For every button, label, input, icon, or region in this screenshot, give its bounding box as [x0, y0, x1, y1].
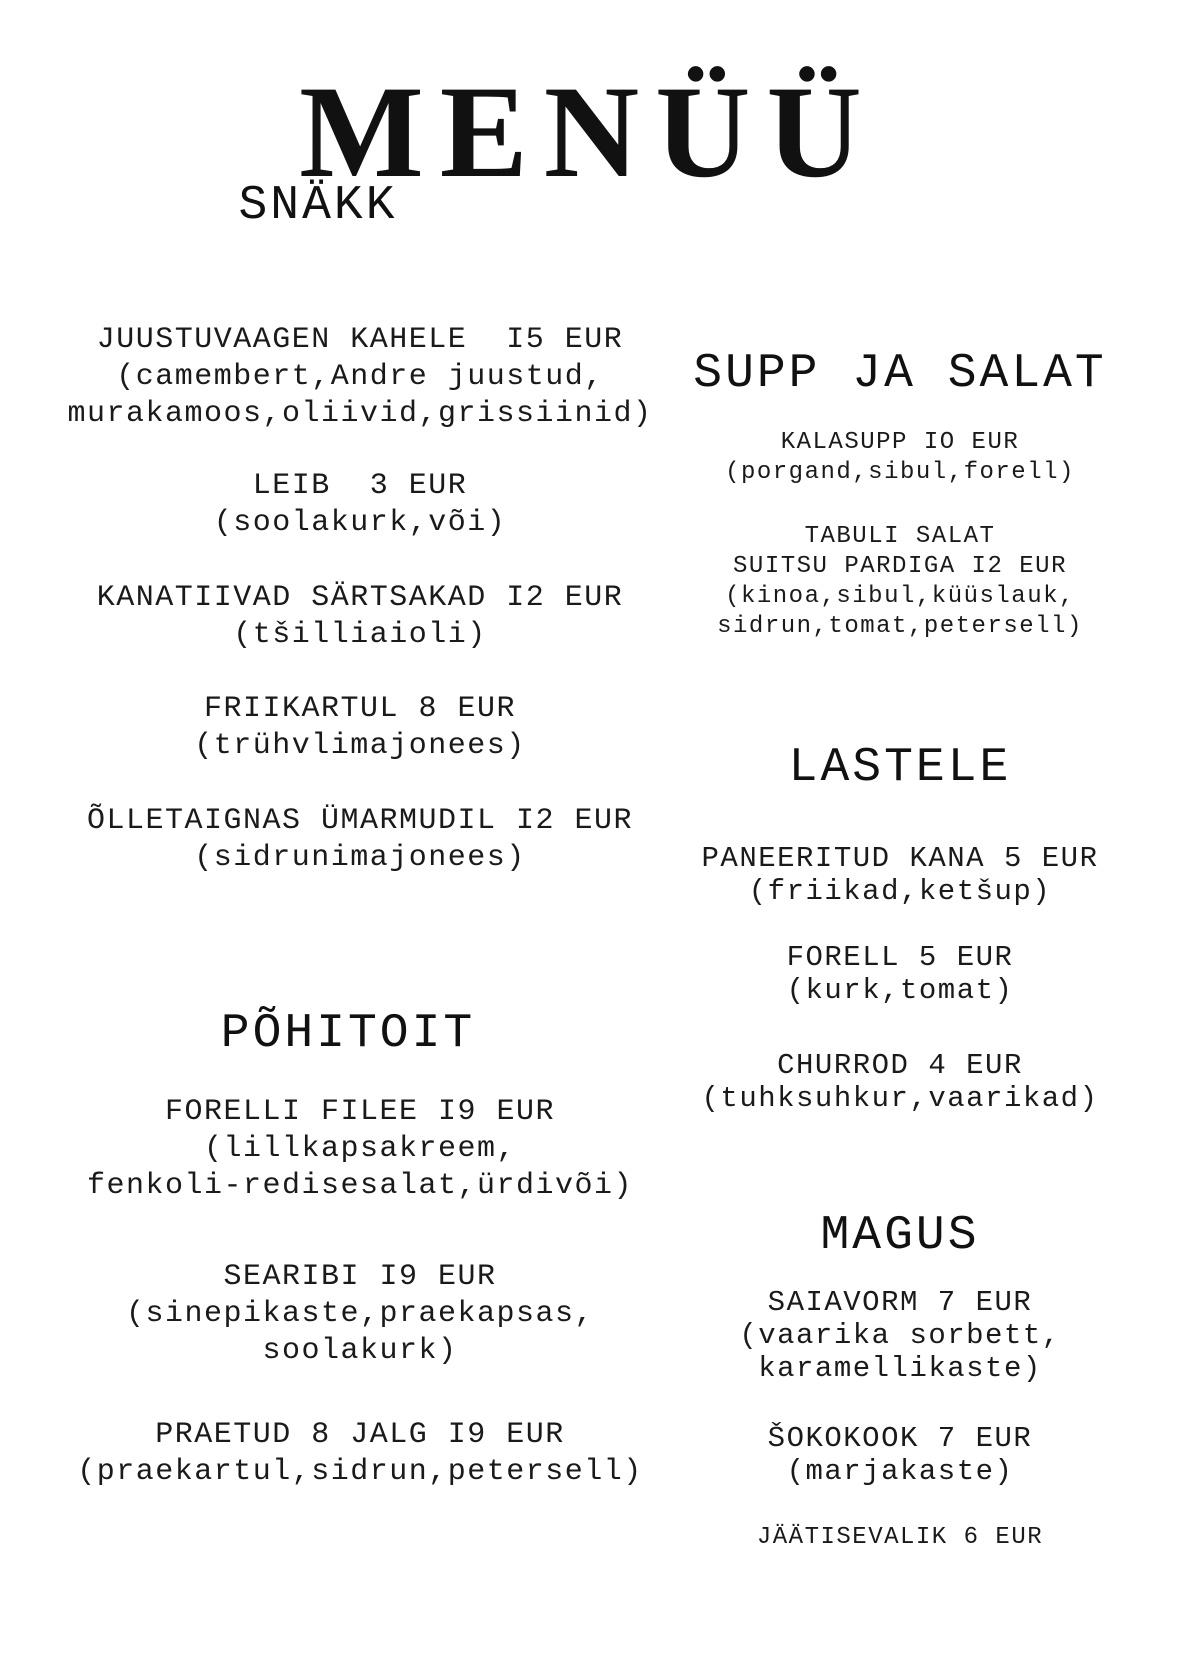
- menu-item-jaatisevalik: [660, 1523, 1140, 1553]
- menu-item-tabuli-salat: [660, 522, 1140, 642]
- item-description: (kinoa,sibul,küüslauk,: [725, 583, 1075, 610]
- section-heading-pohitoit: PÕHITOIT: [220, 1007, 476, 1061]
- item-description: (praekartul,sidrun,petersell): [77, 1455, 643, 1489]
- section-heading-magus: MAGUS: [820, 1209, 980, 1263]
- menu-item-churrod: [660, 1049, 1140, 1115]
- item-name: FRIIKARTUL 8 EUR: [203, 692, 517, 726]
- item-name: LEIB 3 EUR: [252, 469, 468, 503]
- item-name: ÕLLETAIGNAS ÜMARMUDIL I2 EUR: [86, 804, 634, 838]
- item-description: (sinepikaste,praekapsas,: [125, 1297, 595, 1331]
- item-description: (porgand,sibul,forell): [725, 459, 1075, 486]
- item-description: sidrun,tomat,petersell): [717, 613, 1083, 640]
- menu-item-kanatiivad: [40, 580, 680, 654]
- item-description: (tuhksuhkur,vaarikad): [701, 1082, 1099, 1115]
- item-name: FORELL 5 EUR: [786, 941, 1014, 974]
- item-name: PANEERITUD KANA 5 EUR: [701, 842, 1099, 875]
- item-description: (soolakurk,või): [213, 506, 507, 540]
- item-description: karamellikaste): [758, 1352, 1042, 1385]
- item-name: CHURROD 4 EUR: [777, 1049, 1023, 1082]
- menu-item-juustuvaagen: [40, 322, 680, 433]
- item-description: (lillkapsakreem,: [203, 1132, 517, 1166]
- menu-item-friikartul: [40, 691, 680, 765]
- item-description: murakamoos,oliivid,grissiinid): [67, 397, 653, 431]
- item-name: TABULI SALAT: [804, 523, 996, 550]
- item-description: (vaarika sorbett,: [739, 1319, 1061, 1352]
- item-name: FORELLI FILEE I9 EUR: [164, 1095, 556, 1129]
- menu-item-praetud-jalg: [40, 1417, 680, 1491]
- item-description: soolakurk): [262, 1334, 458, 1368]
- item-description: (camembert,Andre juustud,: [116, 360, 604, 394]
- menu-item-paneeritud-kana: [660, 842, 1140, 908]
- menu-title: MENÜÜ: [299, 58, 878, 205]
- item-description: (marjakaste): [786, 1455, 1014, 1488]
- item-description: (friikad,ketšup): [748, 875, 1052, 908]
- section-heading-snakk: SNÄKK: [238, 179, 398, 233]
- menu-item-umarmudil: [40, 803, 680, 877]
- menu-item-leib: [40, 468, 680, 542]
- menu-item-sokokook: [660, 1422, 1140, 1488]
- item-name: SUITSU PARDIGA I2 EUR: [733, 553, 1067, 580]
- item-name: JUUSTUVAAGEN KAHELE I5 EUR: [96, 323, 624, 357]
- menu-item-saiavorm: [660, 1286, 1140, 1385]
- item-name: ŠOKOKOOK 7 EUR: [767, 1422, 1033, 1455]
- menu-item-forelli-filee: [40, 1094, 680, 1205]
- menu-item-searibi: [40, 1259, 680, 1370]
- item-name: KANATIIVAD SÄRTSAKAD I2 EUR: [96, 581, 624, 615]
- item-name: SAIAVORM 7 EUR: [767, 1286, 1033, 1319]
- item-description: (trühvlimajonees): [194, 729, 526, 763]
- item-name: PRAETUD 8 JALG I9 EUR: [155, 1418, 565, 1452]
- menu-item-kalasupp: [660, 428, 1140, 488]
- item-name: SEARIBI I9 EUR: [223, 1260, 497, 1294]
- item-name: JÄÄTISEVALIK 6 EUR: [756, 1524, 1044, 1551]
- item-description: (kurk,tomat): [786, 974, 1014, 1007]
- section-heading-supp-ja-salat: SUPP JA SALAT: [693, 347, 1107, 401]
- item-description: fenkoli-redisesalat,ürdivõi): [86, 1169, 634, 1203]
- section-heading-lastele: LASTELE: [788, 741, 1012, 795]
- item-name: KALASUPP IO EUR: [780, 429, 1020, 456]
- menu-item-forell: [660, 941, 1140, 1007]
- item-description: (sidrunimajonees): [194, 841, 526, 875]
- item-description: (tšilliaioli): [233, 618, 487, 652]
